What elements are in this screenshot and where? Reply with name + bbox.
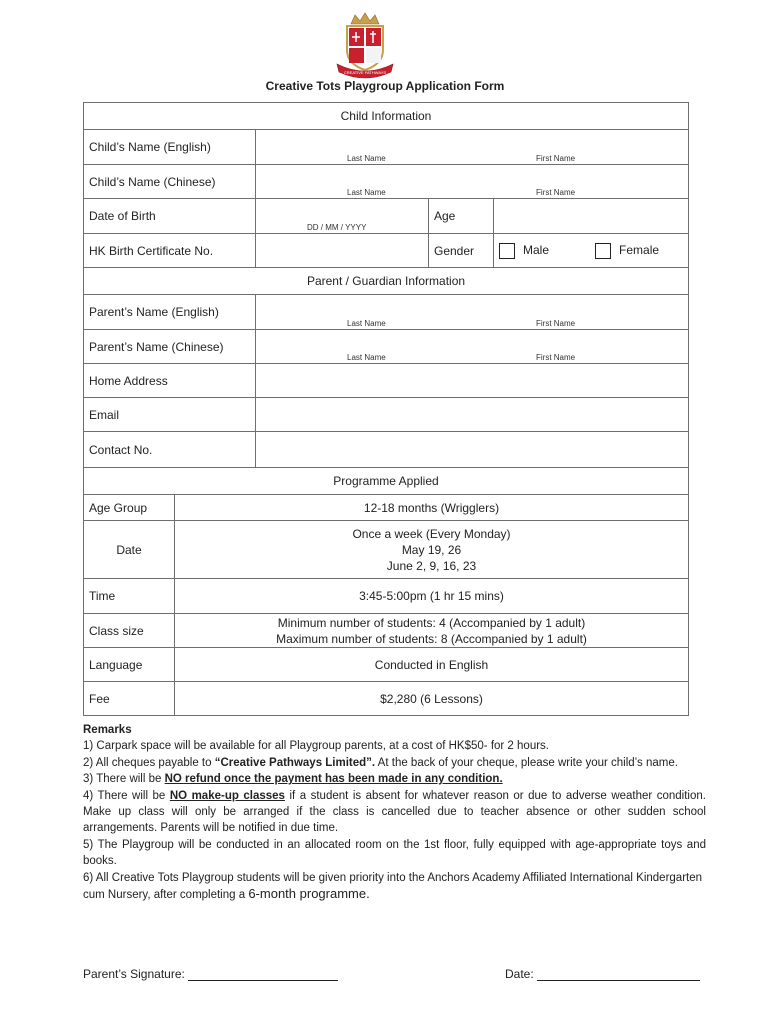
child-name-english-field[interactable] bbox=[256, 130, 689, 165]
parent-name-chinese-label: Parent’s Name (Chinese) bbox=[84, 330, 256, 364]
section-header: Programme Applied bbox=[84, 468, 689, 495]
contact-no-field[interactable] bbox=[256, 432, 689, 468]
date-signature-area bbox=[505, 967, 700, 981]
language-label: Language bbox=[84, 648, 175, 682]
first-name-hint: First Name bbox=[536, 319, 576, 328]
parent-info-header-row bbox=[84, 268, 689, 295]
first-name-hint: First Name bbox=[536, 188, 576, 197]
svg-text:CREATIVE PATHWAYS: CREATIVE PATHWAYS bbox=[343, 70, 387, 75]
gender-label: Gender bbox=[429, 234, 494, 268]
date-value bbox=[175, 521, 689, 579]
date-line: June 2, 9, 16, 23 bbox=[386, 558, 477, 573]
last-name-hint: Last Name bbox=[347, 154, 386, 163]
remarks-title: Remarks bbox=[83, 724, 132, 736]
programme-header-row bbox=[84, 468, 689, 495]
age-group-value: 12-18 months (Wrigglers) bbox=[175, 495, 689, 521]
section-header: Child Information bbox=[84, 103, 689, 130]
first-name-hint: First Name bbox=[536, 154, 576, 163]
parent-signature-field[interactable] bbox=[188, 968, 338, 981]
dob-format-hint: DD / MM / YYYY bbox=[307, 223, 367, 232]
fee-value: $2,280 (6 Lessons) bbox=[175, 682, 689, 716]
dob-field[interactable] bbox=[256, 199, 429, 234]
crown-icon bbox=[351, 13, 379, 24]
date-line: Once a week (Every Monday) bbox=[352, 526, 511, 541]
date-signature-field[interactable] bbox=[537, 968, 700, 981]
application-table bbox=[83, 102, 689, 716]
time-value: 3:45-5:00pm (1 hr 15 mins) bbox=[175, 579, 689, 614]
date-label: Date bbox=[84, 521, 175, 579]
birth-cert-field[interactable] bbox=[256, 234, 429, 268]
last-name-hint: Last Name bbox=[347, 353, 386, 362]
language-value: Conducted in English bbox=[175, 648, 689, 682]
remark-item: 4) There will be NO make-up classes if a student is absent for whatever reason or due to adverse weather condition. Make up class will only be arranged if the class is cancelled due to teacher absence or other sudden school arrangements. Parents will be notified in due time. bbox=[83, 789, 706, 835]
class-size-label: Class size bbox=[84, 614, 175, 648]
class-size-value bbox=[175, 614, 689, 648]
last-name-hint: Last Name bbox=[347, 188, 386, 197]
class-size-line: Minimum number of students: 4 (Accompanied by 1 adult) bbox=[277, 615, 586, 630]
home-address-field[interactable] bbox=[256, 364, 689, 398]
parent-signature-label: Parent’s Signature: bbox=[83, 967, 189, 981]
parent-name-chinese-field[interactable] bbox=[256, 330, 689, 364]
child-name-english-label: Child’s Name (English) bbox=[84, 130, 256, 165]
birth-cert-label: HK Birth Certificate No. bbox=[84, 234, 256, 268]
contact-no-label: Contact No. bbox=[84, 432, 256, 468]
date-line: May 19, 26 bbox=[401, 542, 462, 557]
female-label: Female bbox=[619, 242, 660, 257]
date-signature-label: Date: bbox=[505, 967, 538, 981]
dob-label: Date of Birth bbox=[84, 199, 256, 234]
first-name-hint: First Name bbox=[536, 353, 576, 362]
age-label: Age bbox=[429, 199, 494, 234]
remark-item: 2) All cheques payable to “Creative Pathways Limited”. At the back of your cheque, please write your child’s name. bbox=[83, 756, 678, 769]
home-address-label: Home Address bbox=[84, 364, 256, 398]
parent-name-english-field[interactable] bbox=[256, 295, 689, 330]
child-info-header-row bbox=[84, 103, 689, 130]
age-group-label: Age Group bbox=[84, 495, 175, 521]
parent-signature-area bbox=[83, 967, 338, 981]
male-checkbox[interactable] bbox=[499, 243, 515, 259]
remark-item: 3) There will be NO refund once the payment has been made in any condition. bbox=[83, 773, 503, 786]
female-checkbox[interactable] bbox=[595, 243, 611, 259]
email-field[interactable] bbox=[256, 398, 689, 432]
male-label: Male bbox=[523, 242, 550, 257]
child-name-chinese-label: Child’s Name (Chinese) bbox=[84, 165, 256, 199]
remark-item: 5) The Playgroup will be conducted in an allocated room on the 1st floor, fully equipped with age-appropriate toys and books. bbox=[83, 838, 706, 868]
fee-label: Fee bbox=[84, 682, 175, 716]
last-name-hint: Last Name bbox=[347, 319, 386, 328]
age-field[interactable] bbox=[494, 199, 689, 234]
class-size-line: Maximum number of students: 8 (Accompanied by 1 adult) bbox=[276, 631, 587, 646]
parent-name-english-label: Parent’s Name (English) bbox=[84, 295, 256, 330]
remarks-section bbox=[83, 722, 706, 903]
email-label: Email bbox=[84, 398, 256, 432]
school-crest-logo bbox=[335, 12, 395, 80]
remark-item: 1) Carpark space will be available for all Playgroup parents, at a cost of HK$50- for 2 hours. bbox=[83, 740, 549, 753]
section-header: Parent / Guardian Information bbox=[84, 268, 689, 295]
remark-item: 6) All Creative Tots Playgroup students will be given priority into the Anchors Academy Affiliated International Kindergarten cum Nursery, after completing a 6-month programme. bbox=[83, 871, 703, 902]
time-label: Time bbox=[84, 579, 175, 614]
child-name-chinese-field[interactable] bbox=[256, 165, 689, 199]
form-title: Creative Tots Playgroup Application Form bbox=[265, 79, 505, 93]
gender-options bbox=[494, 234, 689, 268]
